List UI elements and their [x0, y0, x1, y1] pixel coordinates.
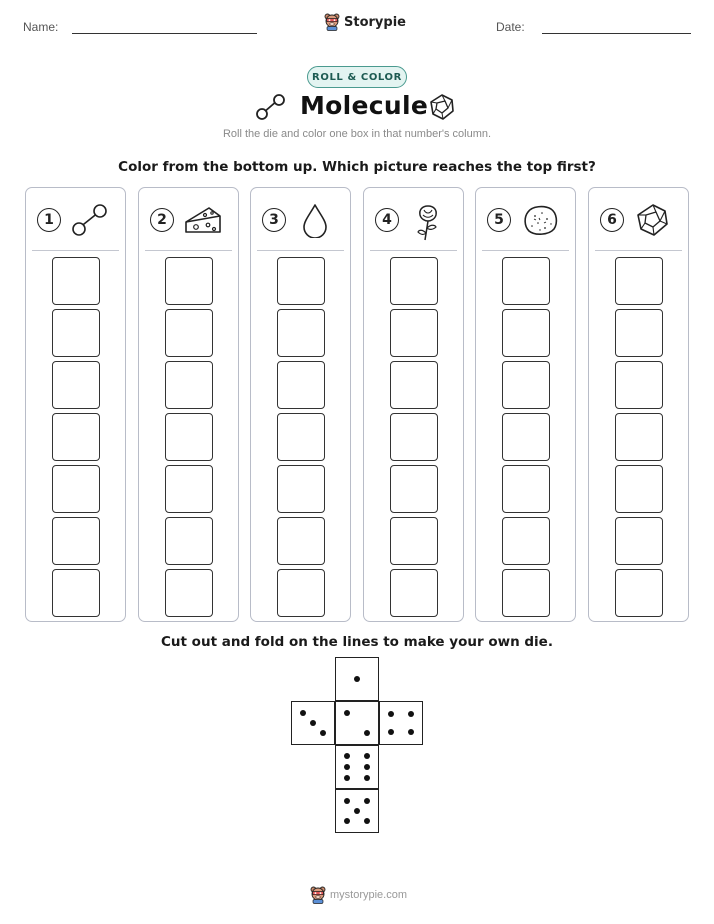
color-box[interactable] — [277, 465, 325, 513]
die-pip — [344, 764, 350, 770]
water-drop-icon — [295, 202, 335, 238]
column-header — [589, 188, 688, 250]
color-box[interactable] — [277, 309, 325, 357]
column-number: 4 — [375, 208, 399, 232]
footer-site: mystorypie.com — [330, 889, 408, 901]
color-box[interactable] — [52, 569, 100, 617]
color-box[interactable] — [52, 257, 100, 305]
color-box[interactable] — [277, 413, 325, 461]
color-box[interactable] — [52, 465, 100, 513]
column-header — [139, 188, 238, 250]
brand-logo — [324, 13, 406, 31]
column-4 — [363, 187, 464, 622]
die-pip — [354, 808, 360, 814]
color-box[interactable] — [615, 517, 663, 565]
column-divider — [145, 250, 232, 251]
column-header — [476, 188, 575, 250]
column-1 — [25, 187, 126, 622]
color-box[interactable] — [165, 569, 213, 617]
color-box[interactable] — [390, 465, 438, 513]
column-header — [251, 188, 350, 250]
color-box[interactable] — [502, 413, 550, 461]
column-number: 6 — [600, 208, 624, 232]
color-box[interactable] — [277, 257, 325, 305]
color-box[interactable] — [390, 257, 438, 305]
die-face-2[interactable] — [335, 701, 379, 745]
color-box[interactable] — [502, 309, 550, 357]
name-label: Name: — [23, 20, 59, 34]
die-face-4[interactable] — [379, 701, 423, 745]
cheese-icon — [183, 202, 223, 238]
die-pip — [320, 730, 326, 736]
column-number: 1 — [37, 208, 61, 232]
color-box[interactable] — [390, 309, 438, 357]
roll-color-badge: ROLL & COLOR — [307, 66, 407, 88]
die-pip — [364, 730, 370, 736]
page-subtitle: Roll the die and color one box in that number's column. — [222, 128, 492, 140]
color-box[interactable] — [615, 569, 663, 617]
molecule-icon — [70, 202, 110, 238]
color-box[interactable] — [502, 257, 550, 305]
color-box[interactable] — [615, 361, 663, 409]
color-box[interactable] — [390, 361, 438, 409]
color-box[interactable] — [615, 257, 663, 305]
column-divider — [482, 250, 569, 251]
column-5 — [475, 187, 576, 622]
die-face-5[interactable] — [335, 789, 379, 833]
die-face-6[interactable] — [335, 745, 379, 789]
color-box[interactable] — [52, 309, 100, 357]
die-face-3[interactable] — [291, 701, 335, 745]
die-pip — [344, 710, 350, 716]
column-divider — [257, 250, 344, 251]
column-header — [364, 188, 463, 250]
die-pip — [364, 818, 370, 824]
color-box[interactable] — [277, 517, 325, 565]
color-box[interactable] — [615, 309, 663, 357]
die-pip — [354, 676, 360, 682]
color-box[interactable] — [277, 569, 325, 617]
column-divider — [370, 250, 457, 251]
die-pip — [300, 710, 306, 716]
color-box[interactable] — [52, 361, 100, 409]
column-6 — [588, 187, 689, 622]
color-box[interactable] — [165, 361, 213, 409]
color-instruction: Color from the bottom up. Which picture reaches the top first? — [118, 159, 596, 175]
color-box[interactable] — [165, 413, 213, 461]
die-pip — [310, 720, 316, 726]
footer — [310, 886, 407, 904]
color-box[interactable] — [390, 413, 438, 461]
die-pip — [344, 775, 350, 781]
date-label: Date: — [496, 20, 525, 34]
brand-name: Storypie — [344, 14, 406, 30]
color-box[interactable] — [502, 569, 550, 617]
color-box[interactable] — [390, 517, 438, 565]
color-box[interactable] — [390, 569, 438, 617]
color-box[interactable] — [52, 517, 100, 565]
name-line[interactable] — [72, 33, 257, 34]
color-box[interactable] — [615, 465, 663, 513]
color-box[interactable] — [502, 465, 550, 513]
molecule-icon — [255, 93, 287, 121]
color-box[interactable] — [615, 413, 663, 461]
die-pip — [408, 711, 414, 717]
column-number: 5 — [487, 208, 511, 232]
column-number: 3 — [262, 208, 286, 232]
bear-mascot-icon — [324, 13, 340, 31]
die-pip — [344, 818, 350, 824]
gem-icon — [428, 93, 456, 121]
gem-icon — [633, 202, 673, 238]
die-pip — [364, 775, 370, 781]
color-box[interactable] — [502, 517, 550, 565]
column-header — [26, 188, 125, 250]
die-pip — [344, 798, 350, 804]
color-box[interactable] — [277, 361, 325, 409]
color-box[interactable] — [165, 465, 213, 513]
column-2 — [138, 187, 239, 622]
color-box[interactable] — [165, 309, 213, 357]
bear-mascot-icon — [310, 886, 326, 904]
die-pip — [364, 753, 370, 759]
die-pip — [344, 753, 350, 759]
die-pip — [388, 711, 394, 717]
color-box[interactable] — [165, 257, 213, 305]
color-box[interactable] — [52, 413, 100, 461]
color-box[interactable] — [165, 517, 213, 565]
column-3 — [250, 187, 351, 622]
column-divider — [32, 250, 119, 251]
die-pip — [364, 798, 370, 804]
column-number: 2 — [150, 208, 174, 232]
date-line[interactable] — [542, 33, 691, 34]
color-box[interactable] — [502, 361, 550, 409]
column-divider — [595, 250, 682, 251]
page-title: Molecule — [300, 91, 429, 120]
die-pip — [364, 764, 370, 770]
die-pip — [408, 729, 414, 735]
rose-icon — [408, 202, 448, 242]
die-face-1[interactable] — [335, 657, 379, 701]
rock-icon — [520, 202, 560, 238]
die-pip — [388, 729, 394, 735]
die-instruction: Cut out and fold on the lines to make your own die. — [161, 634, 553, 650]
